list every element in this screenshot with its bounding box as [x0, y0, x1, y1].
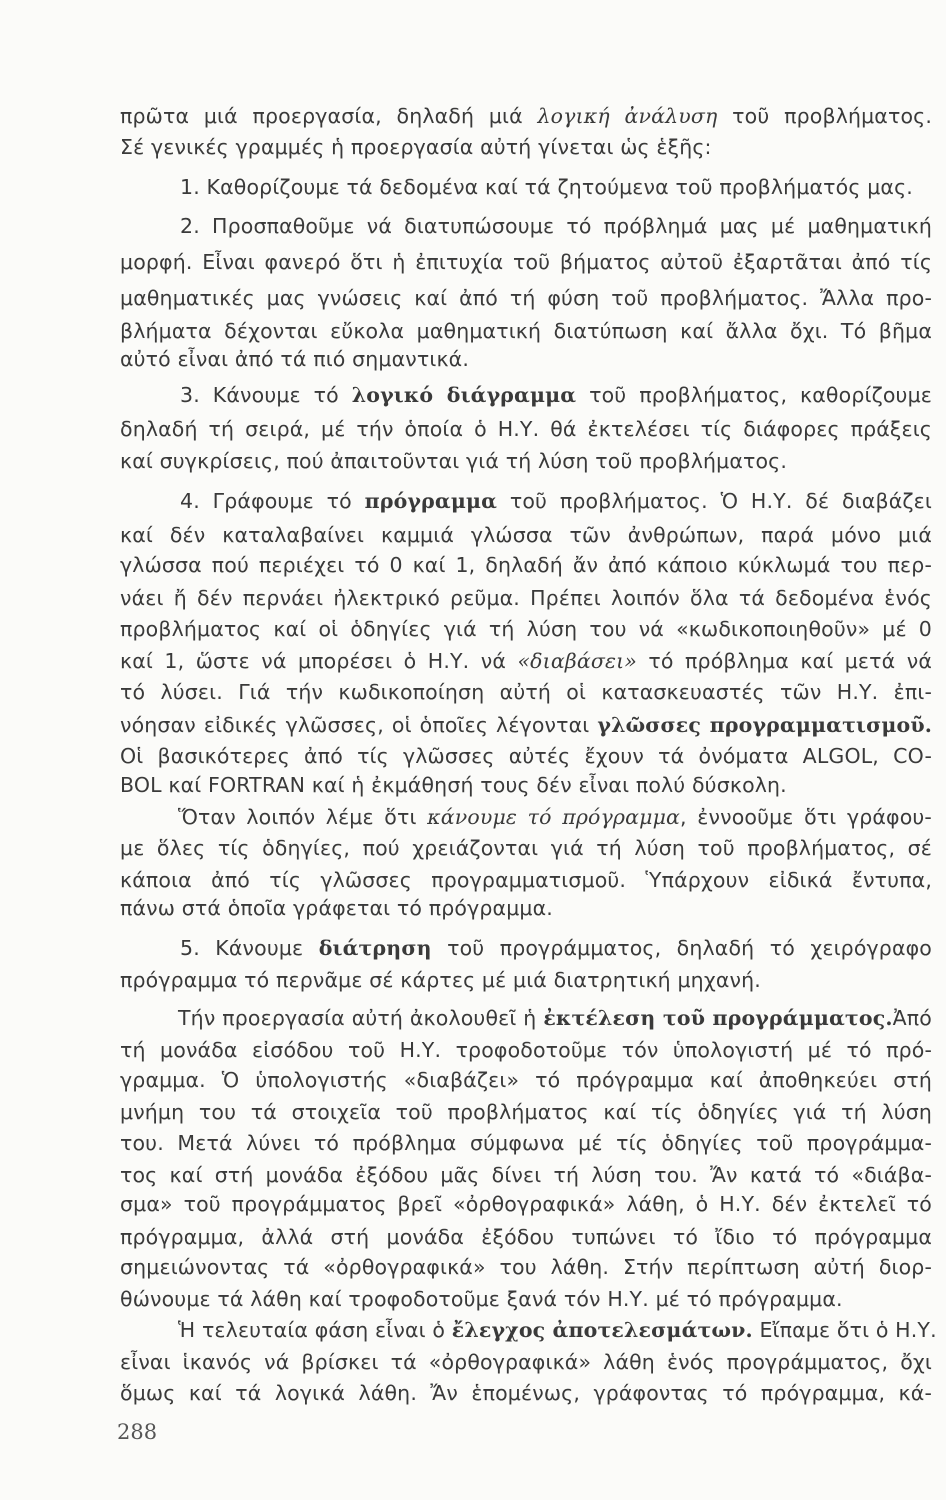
text-segment: τος καί στή μονάδα ἐξόδου μᾶς δίνει τή λύση του. Ἄν κατά τό «διάβα-	[120, 1163, 932, 1187]
italic-phrase: λογική ἀνάλυση	[537, 104, 718, 128]
text-segment: Ἡ τελευταία φάση εἶναι ὁ	[178, 1318, 452, 1342]
text-line	[120, 677, 932, 707]
text-line	[120, 1160, 932, 1190]
text-line	[120, 614, 932, 644]
text-segment: τοῦ προβλήματος, καθορίζουμε	[576, 383, 932, 407]
text-line	[120, 583, 932, 613]
text-line	[120, 1347, 932, 1377]
text-line	[120, 770, 932, 800]
text-line	[180, 380, 932, 410]
text-line	[180, 486, 932, 516]
italic-phrase: κάνουμε τό πρόγραμμα	[427, 805, 681, 829]
text-segment: τοῦ προβλήματος.	[717, 104, 933, 128]
text-line	[120, 1097, 932, 1127]
text-line	[120, 414, 932, 444]
text-line	[120, 520, 932, 550]
text-segment: τό λύσει. Γιά τήν κωδικοποίηση αὐτή οἱ κατασκευαστές τῶν Η.Υ. ἐπι-	[120, 680, 932, 704]
bold-term: λογικό διάγραμμα	[351, 383, 577, 407]
text-segment: θώνουμε τά λάθη καί τροφοδοτοῦμε ξανά τόν Η.Υ. μέ τό πρόγραμμα.	[120, 1287, 843, 1311]
bold-term: ἐκτέλεση τοῦ προγράμματος.	[543, 1006, 893, 1030]
text-segment: μαθηματικές μας γνώσεις καί ἀπό τή φύση τοῦ προβλήματος. Ἄλλα προ-	[120, 286, 932, 310]
text-segment: σημειώνοντας τά «ὀρθογραφικά» του λάθη. Στήν περίπτωση αὐτή διορ-	[120, 1255, 932, 1279]
text-line	[120, 741, 932, 771]
text-segment: με ὅλες τίς ὁδηγίες, πού χρειάζονται γιά τή λύση τοῦ προβλήματος, σέ	[120, 836, 932, 860]
text-segment: , ἐννοοῦμε ὅτι γράφου-	[680, 805, 932, 829]
text-segment: νάει ἤ δέν περνάει ἠλεκτρικό ρεῦμα. Πρέπει λοιπόν ὅλα τά δεδομένα ἑνός	[120, 586, 932, 610]
text-segment: 5. Κάνουμε	[180, 936, 319, 960]
text-segment: γραμμα. Ὁ ὑπολογιστής «διαβάζει» τό πρόγραμμα καί ἀποθηκεύει στή	[120, 1068, 932, 1092]
text-segment: του. Μετά λύνει τό πρόβλημα σύμφωνα μέ τίς ὁδηγίες τοῦ προγράμμα-	[120, 1131, 932, 1155]
bold-term: ἔλεγχος ἀποτελεσμάτων.	[451, 1318, 753, 1342]
text-line	[120, 446, 932, 476]
page-number: 288	[117, 1420, 158, 1444]
text-segment: μορφή. Εἶναι φανερό ὅτι ἡ ἐπιτυχία τοῦ βήματος αὐτοῦ ἐξαρτᾶται ἀπό τίς	[120, 250, 932, 274]
bold-term: διάτρηση	[318, 936, 432, 960]
text-line	[120, 316, 932, 346]
text-line	[120, 247, 932, 277]
text-segment: τοῦ προβλήματος. Ὁ Η.Υ. δέ διαβάζει	[497, 489, 932, 513]
text-line	[120, 710, 932, 740]
text-segment: αὐτό εἶναι ἀπό τά πιό σημαντικά.	[120, 347, 470, 371]
text-segment: προβλήματος καί οἱ ὁδηγίες γιά τή λύση του νά «κωδικοποιηθοῦν» μέ 0	[120, 617, 932, 641]
text-segment: πάνω στά ὁποῖα γράφεται τό πρόγραμμα.	[120, 896, 553, 920]
text-segment: ὅμως καί τά λογικά λάθη. Ἄν ἑπομένως, γράφοντας τό πρόγραμμα, κά-	[120, 1381, 932, 1405]
text-line	[120, 344, 932, 374]
text-segment: Τήν προεργασία αὐτή ἀκολουθεῖ ἡ	[178, 1006, 544, 1030]
text-segment: BOL καί FORTRAN καί ἡ ἐκμάθησή τους δέν εἶναι πολύ δύσκολη.	[120, 773, 787, 797]
text-line	[120, 1128, 932, 1158]
text-line	[120, 1222, 932, 1252]
text-segment: κάποια ἀπό τίς γλῶσσες προγραμματισμοῦ. Ὑπάρχουν εἰδικά ἔντυπα,	[120, 868, 932, 892]
text-line	[120, 101, 932, 131]
text-segment: τοῦ προγράμματος, δηλαδή τό χειρόγραφο	[431, 936, 932, 960]
text-segment: Ἀπό	[892, 1006, 932, 1030]
text-line	[120, 132, 932, 162]
text-segment: Ὅταν λοιπόν λέμε ὅτι	[178, 805, 428, 829]
text-line	[120, 1189, 932, 1219]
text-line	[120, 550, 932, 580]
text-segment: 4. Γράφουμε τό	[180, 489, 365, 513]
text-segment: σμα» τοῦ προγράμματος βρεῖ «ὀρθογραφικά» λάθη, ὁ Η.Υ. δέν ἐκτελεῖ τό	[120, 1192, 932, 1216]
text-line	[120, 865, 932, 895]
text-line	[178, 1315, 937, 1345]
text-line	[120, 965, 932, 995]
text-segment: 1. Καθορίζουμε τά δεδομένα καί τά ζητούμενα τοῦ προβλήματός μας.	[180, 175, 913, 199]
text-segment: εἶναι ἱκανός νά βρίσκει τά «ὀρθογραφικά» λάθη ἑνός προγράμματος, ὄχι	[120, 1350, 932, 1374]
text-segment: τό πρόβλημα καί μετά νά	[637, 649, 932, 673]
text-line	[120, 1284, 932, 1314]
text-segment: καί δέν καταλαβαίνει καμμιά γλώσσα τῶν ἀνθρώπων, παρά μόνο μιά	[120, 523, 932, 547]
italic-phrase: «διαβάσει»	[517, 649, 637, 673]
text-line	[120, 1252, 932, 1282]
text-segment: πρόγραμμα τό περνᾶμε σέ κάρτες μέ μιά διατρητική μηχανή.	[120, 968, 761, 992]
bold-term: γλῶσσες προγραμματισμοῦ.	[597, 713, 932, 737]
text-segment: 2. Προσπαθοῦμε νά διατυπώσουμε τό πρόβλημά μας μέ μαθηματική	[180, 214, 932, 238]
text-segment: νόησαν εἰδικές γλῶσσες, οἱ ὁποῖες λέγονται	[120, 713, 598, 737]
text-segment: 3. Κάνουμε τό	[180, 383, 352, 407]
text-line	[120, 1065, 932, 1095]
text-line	[120, 833, 932, 863]
text-segment: πρόγραμμα, ἀλλά στή μονάδα ἐξόδου τυπώνει τό ἴδιο τό πρόγραμμα	[120, 1225, 932, 1249]
text-segment: καί συγκρίσεις, πού ἀπαιτοῦνται γιά τή λύση τοῦ προβλήματος.	[120, 449, 788, 473]
text-segment: βλήματα δέχονται εὔκολα μαθηματική διατύπωση καί ἄλλα ὄχι. Τό βῆμα	[120, 319, 932, 343]
text-segment: Σέ γενικές γραμμές ἡ προεργασία αὐτή γίνεται ὡς ἑξῆς:	[120, 135, 712, 159]
text-line	[120, 646, 932, 676]
text-segment: δηλαδή τή σειρά, μέ τήν ὁποία ὁ Η.Υ. θά ἐκτελέσει τίς διάφορες πράξεις	[120, 417, 932, 441]
text-segment: Οἱ βασικότερες ἀπό τίς γλῶσσες αὐτές ἔχουν τά ὀνόματα ALGOL, CO-	[120, 744, 932, 768]
text-segment: πρῶτα μιά προεργασία, δηλαδή μιά	[120, 104, 538, 128]
text-segment: γλώσσα πού περιέχει τό 0 καί 1, δηλαδή ἄν ἀπό κάποιο κύκλωμά του περ-	[120, 553, 932, 577]
text-line	[120, 893, 932, 923]
text-line	[120, 1378, 932, 1408]
text-segment: μνήμη του τά στοιχεῖα τοῦ προβλήματος καί τίς ὁδηγίες γιά τή λύση	[120, 1100, 932, 1124]
text-segment: Εἴπαμε ὅτι ὁ Η.Υ.	[752, 1318, 937, 1342]
text-line	[178, 802, 932, 832]
text-line	[120, 1035, 932, 1065]
text-segment: καί 1, ὥστε νά μπορέσει ὁ Η.Υ. νά	[120, 649, 518, 673]
text-segment: τή μονάδα εἰσόδου τοῦ Η.Υ. τροφοδοτοῦμε τόν ὑπολογιστή μέ τό πρό-	[120, 1038, 932, 1062]
bold-term: πρόγραμμα	[364, 489, 498, 513]
text-line	[120, 283, 932, 313]
text-line	[180, 172, 932, 202]
text-line	[178, 1003, 932, 1033]
text-line	[180, 211, 932, 241]
text-line	[180, 933, 932, 963]
